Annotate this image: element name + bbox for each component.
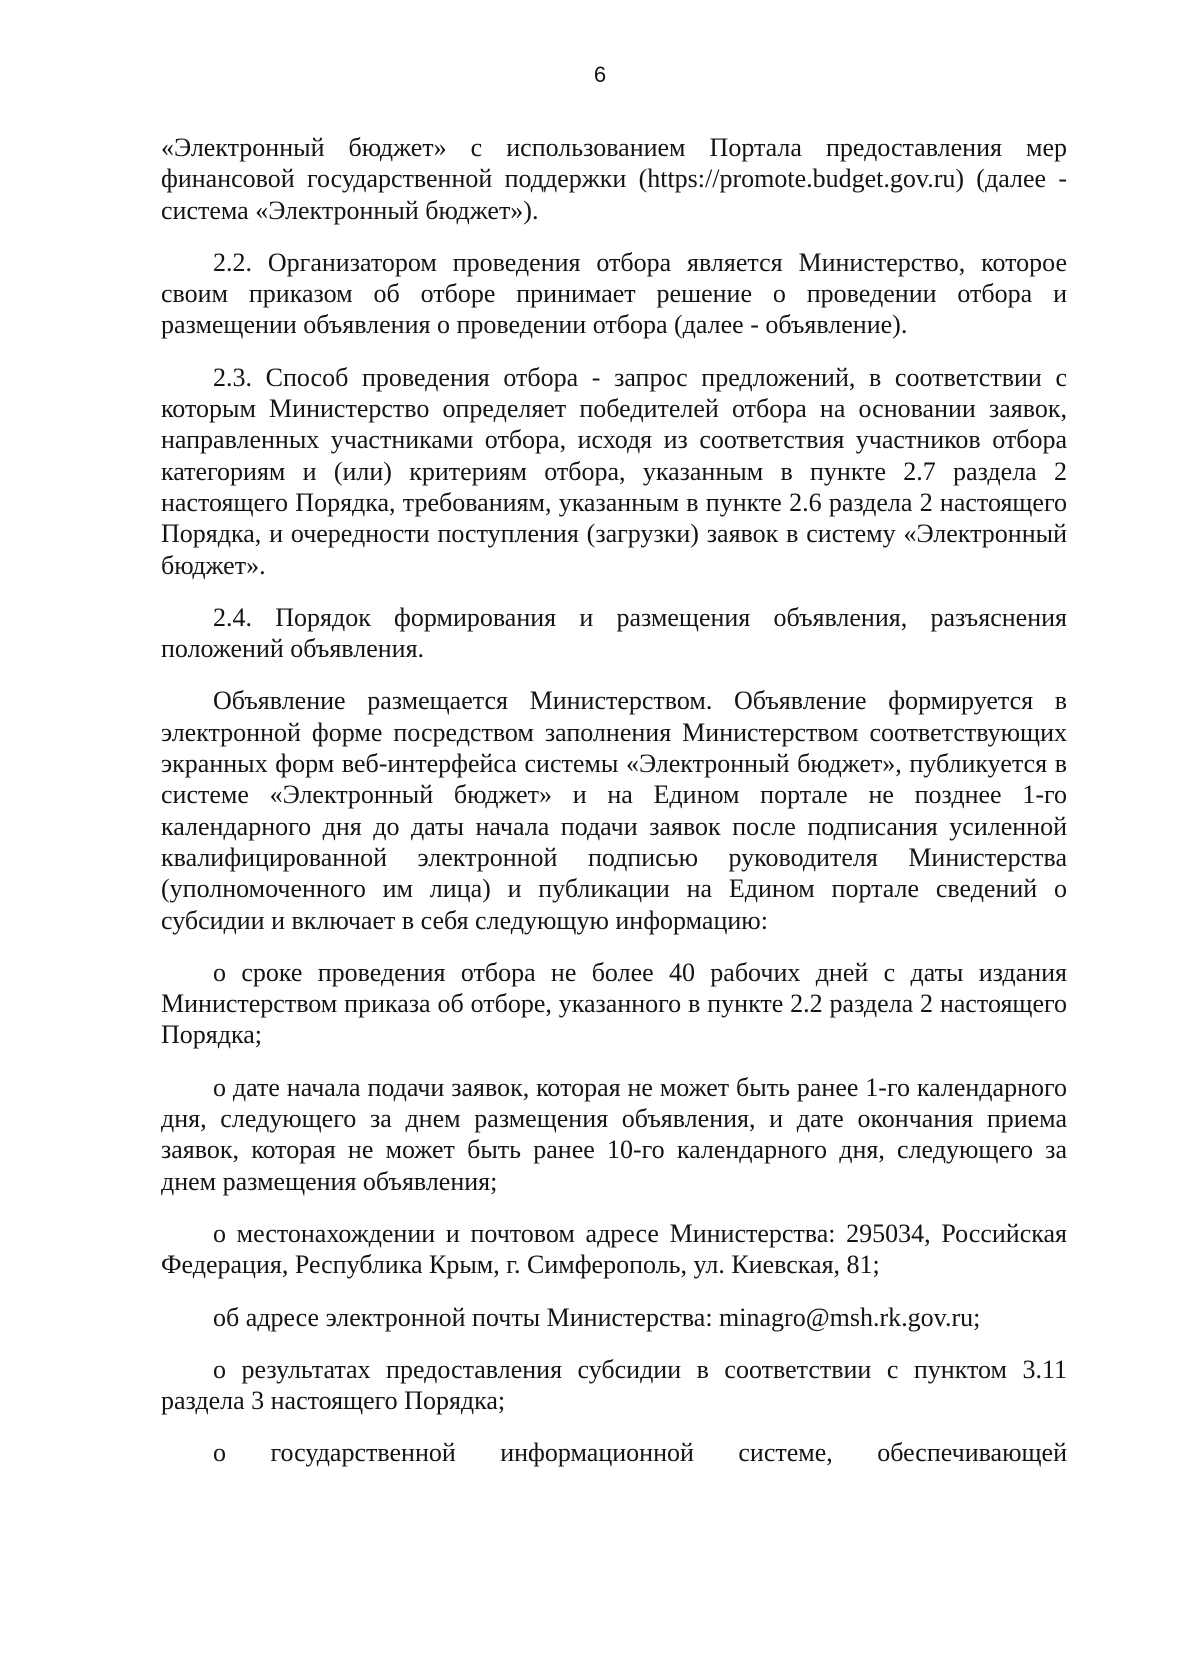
- document-body: [161, 132, 1067, 1490]
- paragraph-2-3: 2.3. Способ проведения отбора - запрос предложений, в соответствии с которым Министерство определяет победителей отбора на основании заявок, направленных участниками отбора, исходя из соответствия участников отбора категориям и (или) критериям отбора, указанным в пункте 2.7 раздела 2 настоящего Порядка, требованиям, указанным в пункте 2.6 раздела 2 настоящего Порядка, и очередности поступления (загрузки) заявок в систему «Электронный бюджет».: [161, 362, 1067, 580]
- paragraph-dates: о дате начала подачи заявок, которая не может быть ранее 1-го календарного дня, следующего за днем размещения объявления, и дате окончания приема заявок, которая не может быть ранее 10-го календарного дня, следующего за днем размещения объявления;: [161, 1072, 1067, 1196]
- page-number: 6: [593, 62, 607, 87]
- paragraph-2-2: 2.2. Организатором проведения отбора является Министерство, которое своим приказом об отборе принимает решение о проведении отбора и размещении объявления о проведении отбора (далее - объявление).: [161, 247, 1067, 340]
- paragraph-continuation: «Электронный бюджет» с использованием Портала предоставления мер финансовой государственной поддержки (https://promote.budget.gov.ru) (далее - система «Электронный бюджет»).: [161, 133, 1067, 225]
- paragraph-gis: о государственной информационной системе, обеспечивающей: [213, 1438, 1067, 1468]
- paragraph-announcement: Объявление размещается Министерством. Объявление формируется в электронной форме посредством заполнения Министерством соответствующих экранных форм веб-интерфейса системы «Электронный бюджет», публикуется в системе «Электронный бюджет» и на Едином портале не позднее 1-го календарного дня до даты начала подачи заявок после подписания усиленной квалифицированной электронной подписью руководителя Министерства (уполномоченного им лица) и публикации на Едином портале сведений о субсидии и включает в себя следующую информацию:: [161, 686, 1067, 935]
- paragraph-email: об адресе электронной почты Министерства: minagro@msh.rk.gov.ru;: [213, 1302, 981, 1332]
- paragraph-results: о результатах предоставления субсидии в соответствии с пунктом 3.11 раздела 3 настоящего Порядка;: [161, 1354, 1067, 1416]
- paragraph-address: о местонахождении и почтовом адресе Министерства: 295034, Российская Федерация, Республика Крым, г. Симферополь, ул. Киевская, 81;: [161, 1218, 1067, 1280]
- paragraph-2-4: 2.4. Порядок формирования и размещения объявления, разъяснения положений объявления.: [161, 602, 1067, 664]
- paragraph-term: о сроке проведения отбора не более 40 рабочих дней с даты издания Министерством приказа об отборе, указанного в пункте 2.2 раздела 2 настоящего Порядка;: [161, 957, 1067, 1050]
